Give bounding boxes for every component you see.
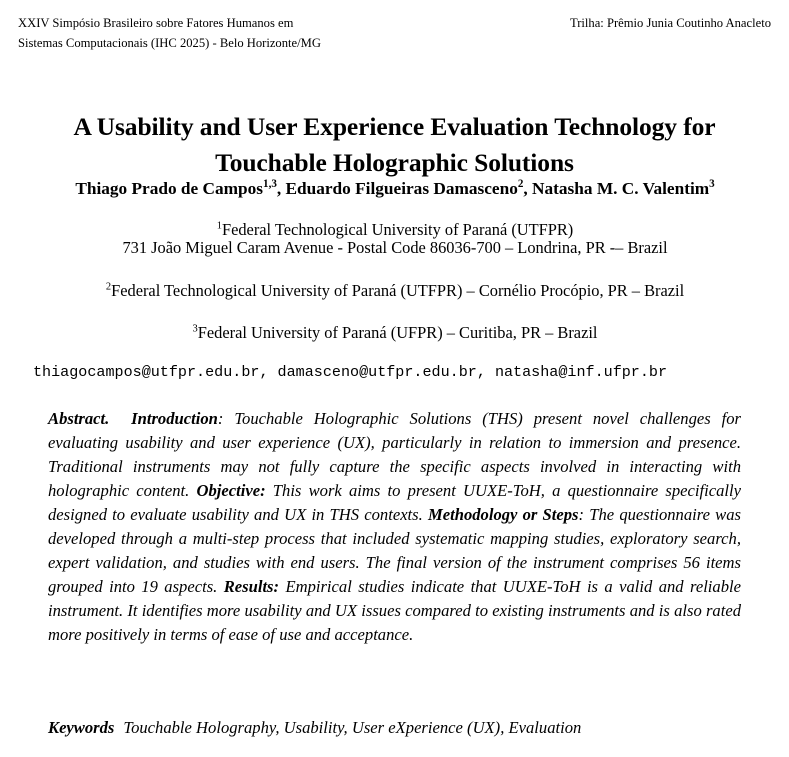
- affiliation-2-institution: Federal Technological University of Paraná (UTFPR) – Cornélio Procópio, PR – Brazil: [111, 280, 685, 300]
- abstract-methodology-label: Methodology or Steps: [427, 504, 579, 524]
- header-venue-line-2: Sistemas Computacionais (IHC 2025) - Belo Horizonte/MG: [18, 35, 321, 50]
- abstract-methodology-text: : The questionnaire was developed through a multi-step process that included systematic mapping studies, exploratory search, expert validation, and studies with end users. The final version of the instrument comprises 56 items grouped into 19 aspects.: [48, 504, 741, 596]
- affiliation-2-marker: 2: [105, 281, 112, 293]
- affiliation-1-address: 731 João Miguel Caram Avenue - Postal Code 86036-700 – Londrina, PR -– Brazil: [122, 238, 668, 258]
- abstract-introduction-label: Introduction: [131, 409, 218, 428]
- author-name-1: Thiago Prado de Campos: [75, 179, 264, 198]
- keywords-text: Touchable Holography, Usability, User eXperience (UX), Evaluation: [123, 718, 582, 737]
- author-list: [20, 178, 770, 200]
- abstract-label: Abstract.: [48, 409, 110, 428]
- affiliation-list: [20, 222, 770, 344]
- affiliation-2: [20, 280, 770, 300]
- author-affiliation-marker-2: 2: [517, 178, 524, 191]
- author-name-3: Natasha M. C. Valentim: [532, 179, 710, 198]
- affiliation-1-institution: Federal Technological University of Paraná (UTFPR): [221, 220, 574, 239]
- author-affiliation-marker-3: 3: [709, 178, 715, 191]
- header-right-track: Trilha: Prêmio Junia Coutinho Anacleto: [569, 16, 771, 30]
- author-affiliation-marker-1: 1,3: [263, 178, 277, 191]
- affiliation-1-line-1: [20, 222, 770, 238]
- affiliation-2-line-1: [20, 280, 770, 300]
- affiliation-3-line-1: [20, 325, 770, 341]
- abstract-results-text: Empirical studies indicate that UUXE-ToH is a valid and reliable instrument. It identifies more usability and UX issues compared to existing instruments and is also rated more positively in terms of ease of use and acceptance.: [48, 576, 741, 644]
- page-running-header: [18, 14, 771, 53]
- keywords-label: Keywords: [48, 718, 115, 737]
- affiliation-3-institution: Federal University of Paraná (UFPR) – Curitiba, PR – Brazil: [197, 323, 598, 343]
- header-left-venue: [18, 14, 448, 53]
- paper-title-line-1: A Usability and User Experience Evaluation Technology for: [73, 112, 716, 142]
- paper-title-line-2: Touchable Holographic Solutions: [215, 148, 574, 178]
- abstract-section: [48, 407, 741, 647]
- abstract-results-label: Results:: [223, 576, 280, 596]
- affiliation-1-marker: 1: [216, 220, 222, 232]
- affiliation-3-marker: 3: [192, 323, 198, 335]
- affiliation-1: [20, 222, 770, 257]
- affiliation-3: [20, 325, 770, 341]
- abstract-objective-label: Objective:: [196, 480, 266, 500]
- author-separator-2: ,: [523, 179, 533, 198]
- header-venue-line-1: XXIV Simpósio Brasileiro sobre Fatores Humanos em: [18, 16, 294, 30]
- author-emails: thiagocampos@utfpr.edu.br, damasceno@utfpr.edu.br, natasha@inf.ufpr.br: [33, 363, 668, 381]
- abstract-objective-text: This work aims to present UUXE-ToH, a questionnaire specifically designed to evaluate usability and UX in THS contexts.: [48, 480, 741, 524]
- author-separator-1: ,: [276, 179, 286, 198]
- author-name-2: Eduardo Filgueiras Damasceno: [285, 179, 518, 198]
- page-title: [36, 109, 753, 181]
- keywords-section: [48, 716, 741, 740]
- abstract-introduction-text: : Touchable Holographic Solutions (THS) present novel challenges for evaluating usability and user experience (UX), particularly in relation to immersion and presence. Traditional instruments may not fully capture the specific aspects involved in interacting with holographic content.: [48, 409, 741, 500]
